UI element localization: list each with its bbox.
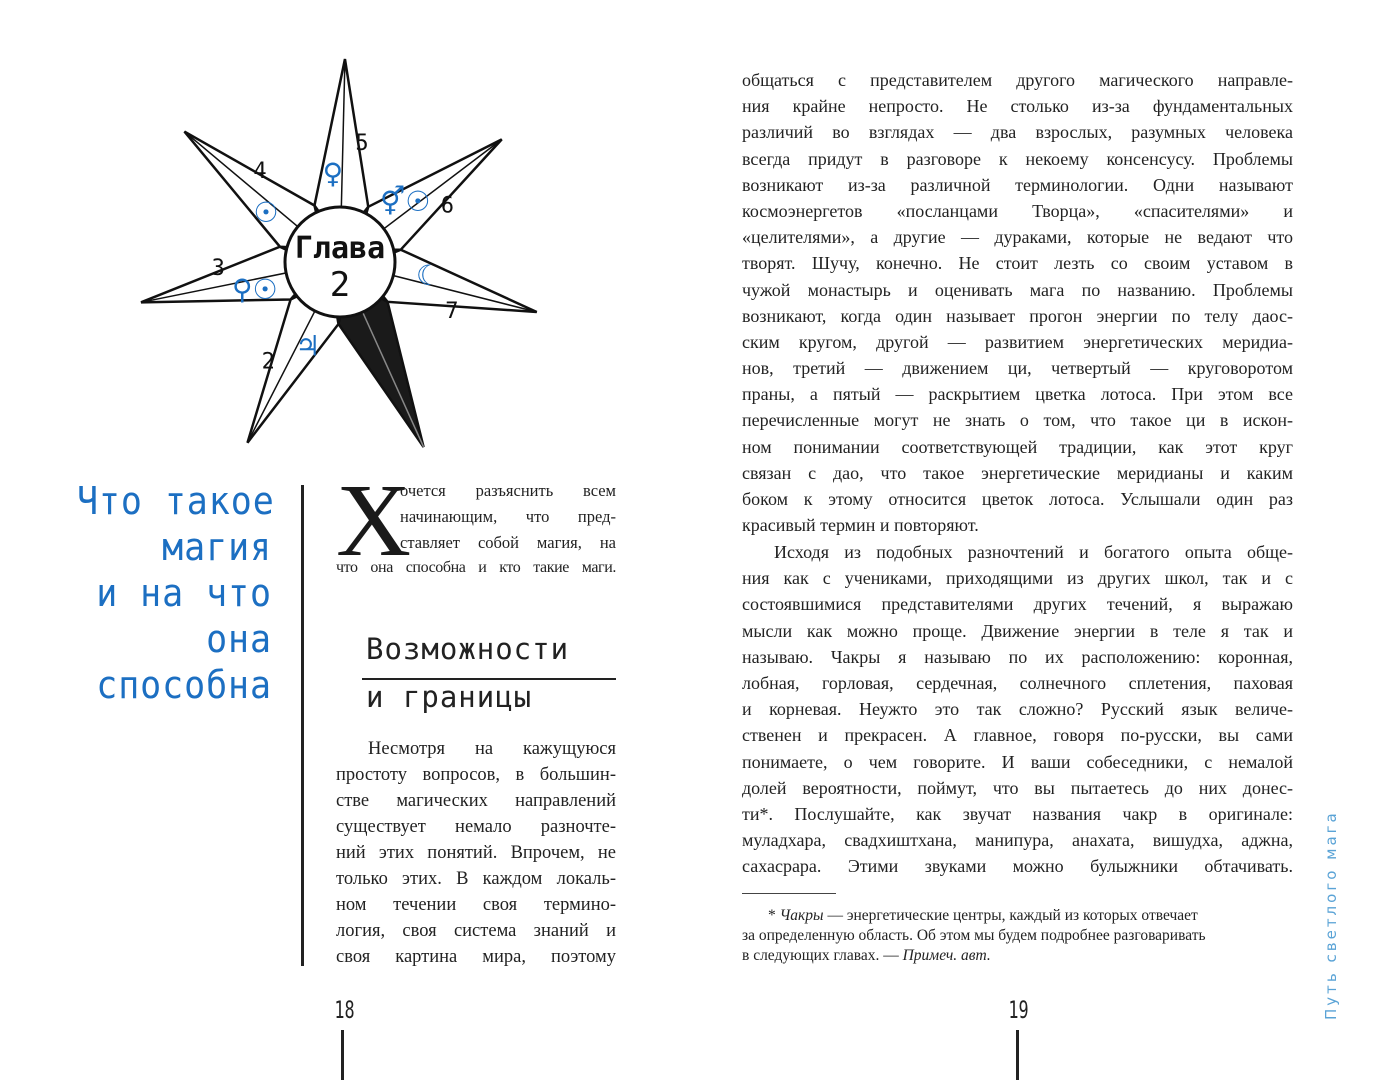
chapter-title-line: Что такое [76, 479, 275, 523]
text-line: возникают из-за различной терминологии. Одни называют [742, 174, 1293, 195]
text-line: связан с дао, что такое энергетические меридианы и каким [742, 462, 1293, 483]
text-line: муладхара, свадхиштхана, манипура, анахата, вишудха, аджна, [742, 830, 1293, 851]
planet-symbol-icon: ⚥☉ [379, 184, 431, 218]
text-line: ния крайне непросто. Не столько из-за фундаментальных [742, 96, 1293, 117]
section-heading-line2: и границы [366, 680, 533, 714]
text-line: чужой монастырь и оценивать мага по названию. Проблемы [742, 279, 1293, 300]
chapter-title-line: она [206, 617, 272, 661]
ray-number: 7 [445, 299, 459, 325]
text-line: сахасрара. Этими звуками можно булыжники обтачивать. [742, 856, 1293, 877]
chapter-title-line: и на что [96, 571, 272, 615]
text-line: «целителями», а другие — дураками, которые не ведают что [742, 227, 1293, 248]
footnote-text: — энергетические центры, каждый из которых отвечает [823, 907, 1198, 924]
planet-symbol-icon: ⚲☉ [231, 272, 278, 306]
text-line: ти*. Послушайте, как звучат названия чакр в оригинале: [742, 803, 1293, 824]
ray-number: 5 [355, 131, 369, 157]
text-line: начинающим, что пред- [400, 507, 616, 526]
intro-paragraph-end [336, 559, 616, 585]
text-line: ским кругом, другой — развитием энергетических меридиа- [742, 331, 1293, 352]
running-title: Путь светлого мага [1322, 810, 1340, 1020]
paragraph-1 [742, 67, 1293, 538]
paragraph-2 [742, 539, 1293, 879]
text-line: понимаете, о чем говорите. И ваши собеседники, с немалой [742, 751, 1293, 772]
text-line: простоту вопросов, в большин- [336, 765, 616, 785]
left-body-text [336, 736, 616, 970]
ray-number: 6 [440, 193, 454, 219]
planet-symbol-icon: ☾ [415, 258, 441, 292]
chapter-emblem-star [0, 0, 700, 470]
ray-number: 2 [261, 349, 275, 375]
text-line: существует немало разночте- [336, 817, 616, 837]
page-number-rule [1016, 1030, 1019, 1080]
chapter-label: Глава [294, 231, 386, 266]
text-line: стве магических направлений [336, 791, 616, 811]
footnote-marker: * [768, 907, 776, 924]
text-line: только этих. В каждом локаль- [336, 869, 616, 889]
footnote-text: в следующих главах. — [742, 947, 903, 964]
chapter-number: 2 [329, 265, 351, 305]
text-line: возникают, когда один называет прогон энергии по телу даос- [742, 305, 1293, 326]
drop-cap: Х [336, 463, 412, 578]
text-line: лобная, горловая, сердечная, солнечного сплетения, паховая [742, 672, 1293, 693]
ray-number: 4 [253, 159, 267, 185]
section-heading: Возможности [366, 632, 570, 666]
text-line: ном понимании соответствующей традиции, как этот круг [742, 436, 1293, 457]
vertical-divider [301, 485, 304, 966]
text-line: состоявшимися представителями других течений, я выражаю [742, 594, 1293, 615]
text-line: нов, третий — движением ци, четвертый — круговоротом [742, 358, 1293, 379]
planet-symbol-icon: ☉ [253, 196, 279, 230]
page-number-rule [341, 1030, 344, 1080]
text-line: Исходя из подобных разночтений и богатого опыта обще- [774, 542, 1293, 562]
page-number-left: 18 [334, 996, 355, 1024]
text-line: что она способна и кто такие маги. [336, 559, 616, 576]
text-line: ния как с учениками, приходящими из других школ, так и с [742, 568, 1293, 589]
footnote-text: за определенную область. Об этом мы будем подробнее разговаривать [742, 927, 1206, 944]
text-line: ставляет собой магия, на [400, 533, 616, 552]
text-line: ний этих понятий. Впрочем, не [336, 843, 616, 863]
text-line: общаться с представителем другого магического направле- [742, 70, 1293, 90]
text-line: боком к этому относится цветок лотоса. Услышали один раз [742, 489, 1293, 509]
footnote-attribution: Примеч. авт. [902, 947, 991, 964]
intro-paragraph [400, 481, 616, 559]
text-line: логия, своя система знаний и [336, 921, 616, 941]
footnote-rule [742, 893, 836, 894]
text-line: мысли как можно проще. Движение энергии в теле я так и [742, 620, 1293, 641]
text-line: праны, а пятый — раскрытием цветка лотоса. При этом все [742, 384, 1293, 405]
text-line: творят. Шучу, конечно. Не стоит лезть со своим уставом в [742, 253, 1293, 274]
text-line: перечисленные могут не знать о том, что такое ци в искон- [742, 410, 1293, 431]
text-line: и корневая. Неужто это так сложно? Русский язык величе- [742, 699, 1293, 720]
text-line: Несмотря на кажущуюся [368, 739, 616, 759]
footnote-term: Чакры [779, 907, 824, 924]
text-line: очется разъяснить всем [400, 481, 616, 500]
chapter-title-line: магия [162, 525, 272, 569]
text-line: всегда придут в разговоре к некоему консенсусу. Проблемы [742, 148, 1293, 169]
text-line: своя картина мира, поэтому [336, 947, 616, 967]
text-line: ном течении своя термино- [336, 895, 616, 915]
text-line: называю. Чакры я называю по их расположению: коронная, [742, 646, 1293, 667]
page-number-right: 19 [1008, 996, 1029, 1024]
chapter-title [76, 478, 275, 708]
planet-symbol-icon: ♃ [295, 329, 321, 363]
text-line: ственен и прекрасен. А главное, говоря по-русски, вы сами [742, 725, 1293, 746]
chapter-title-line: способна [96, 663, 272, 707]
text-line: долей вероятности, поймут, что вы пытаетесь до них донес- [742, 777, 1293, 798]
text-line: красивый термин и повторяют. [742, 515, 979, 536]
planet-symbol-icon: ♀ [322, 156, 344, 190]
text-line: космоэнергетов «посланцами Творца», «спасителями» и [742, 200, 1293, 221]
footnote [742, 906, 1293, 966]
text-line: различий во взглядах — два взрослых, разумных человека [742, 122, 1293, 143]
ray-number: 3 [211, 256, 225, 282]
